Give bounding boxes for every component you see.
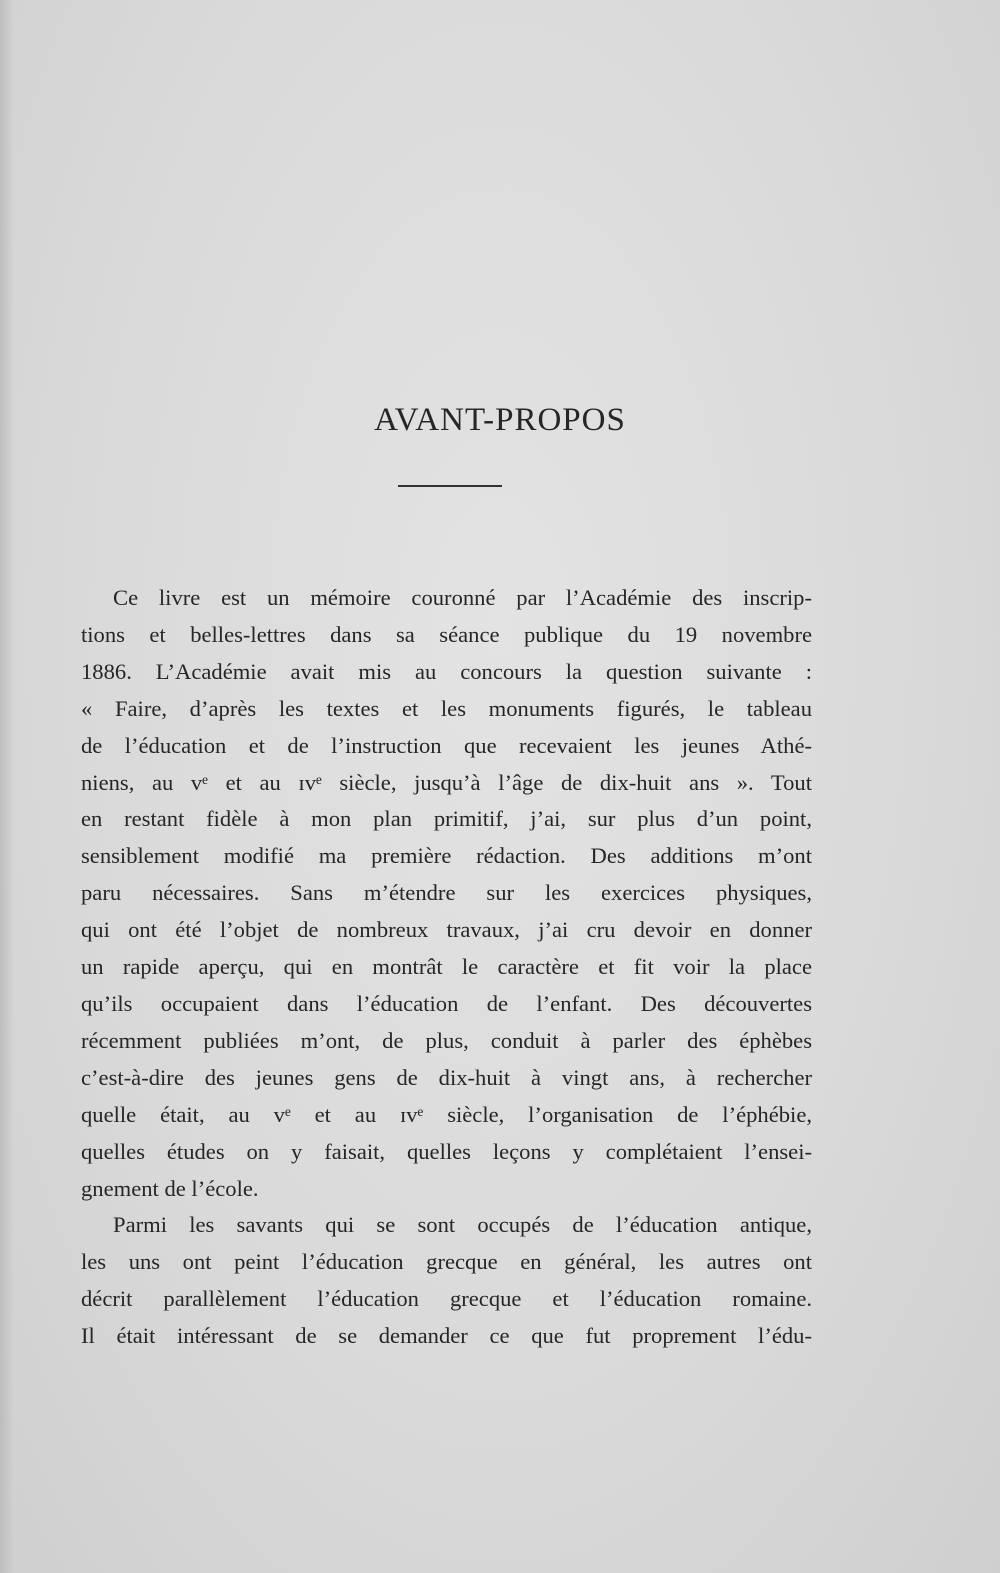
paragraph-1 xyxy=(81,580,812,1207)
text-line: décrit parallèlement l’éducation grecque et l’éducation romaine. xyxy=(81,1286,812,1312)
title-underline-rule xyxy=(398,485,502,487)
page-left-edge-shadow xyxy=(0,0,14,1573)
text-line: un rapide aperçu, qui en montrât le caractère et fit voir la place xyxy=(81,954,812,980)
text-line: qui ont été l’objet de nombreux travaux, j’ai cru devoir en donner xyxy=(81,917,812,943)
text-line: quelle était, au vᵉ et au ɪᴠᵉ siècle, l’organisation de l’éphébie, xyxy=(81,1101,812,1127)
text-line: en restant fidèle à mon plan primitif, j’ai, sur plus d’un point, xyxy=(81,806,812,832)
text-line: récemment publiées m’ont, de plus, conduit à parler des éphèbes xyxy=(81,1027,812,1053)
text-line: paru nécessaires. Sans m’étendre sur les exercices physiques, xyxy=(81,880,812,906)
text-line: Parmi les savants qui se sont occupés de l’éducation antique, xyxy=(113,1212,812,1238)
paragraph-2 xyxy=(81,1207,812,1355)
text-line: les uns ont peint l’éducation grecque en général, les autres ont xyxy=(81,1249,812,1275)
text-line: Il était intéressant de se demander ce que fut proprement l’édu- xyxy=(81,1323,812,1349)
text-line: qu’ils occupaient dans l’éducation de l’enfant. Des découvertes xyxy=(81,990,812,1016)
text-line: de l’éducation et de l’instruction que recevaient les jeunes Athé- xyxy=(81,732,812,758)
text-line: niens, au vᵉ et au ɪᴠᵉ siècle, jusqu’à l’âge de dix-huit ans ». Tout xyxy=(81,769,812,795)
text-line: sensiblement modifié ma première rédaction. Des additions m’ont xyxy=(81,843,812,869)
text-line: 1886. L’Académie avait mis au concours la question suivante : xyxy=(81,658,812,684)
text-line: gnement de l’école. xyxy=(81,1175,259,1201)
page-title: AVANT-PROPOS xyxy=(374,402,626,438)
text-line: c’est-à-dire des jeunes gens de dix-huit à vingt ans, à rechercher xyxy=(81,1064,812,1090)
text-line: tions et belles-lettres dans sa séance publique du 19 novembre xyxy=(81,621,812,647)
text-line: quelles études on y faisait, quelles leçons y complétaient l’ensei- xyxy=(81,1138,812,1164)
body-text xyxy=(81,580,812,1355)
text-line: Ce livre est un mémoire couronné par l’Académie des inscrip- xyxy=(113,585,812,610)
text-line: « Faire, d’après les textes et les monuments figurés, le tableau xyxy=(81,695,812,721)
